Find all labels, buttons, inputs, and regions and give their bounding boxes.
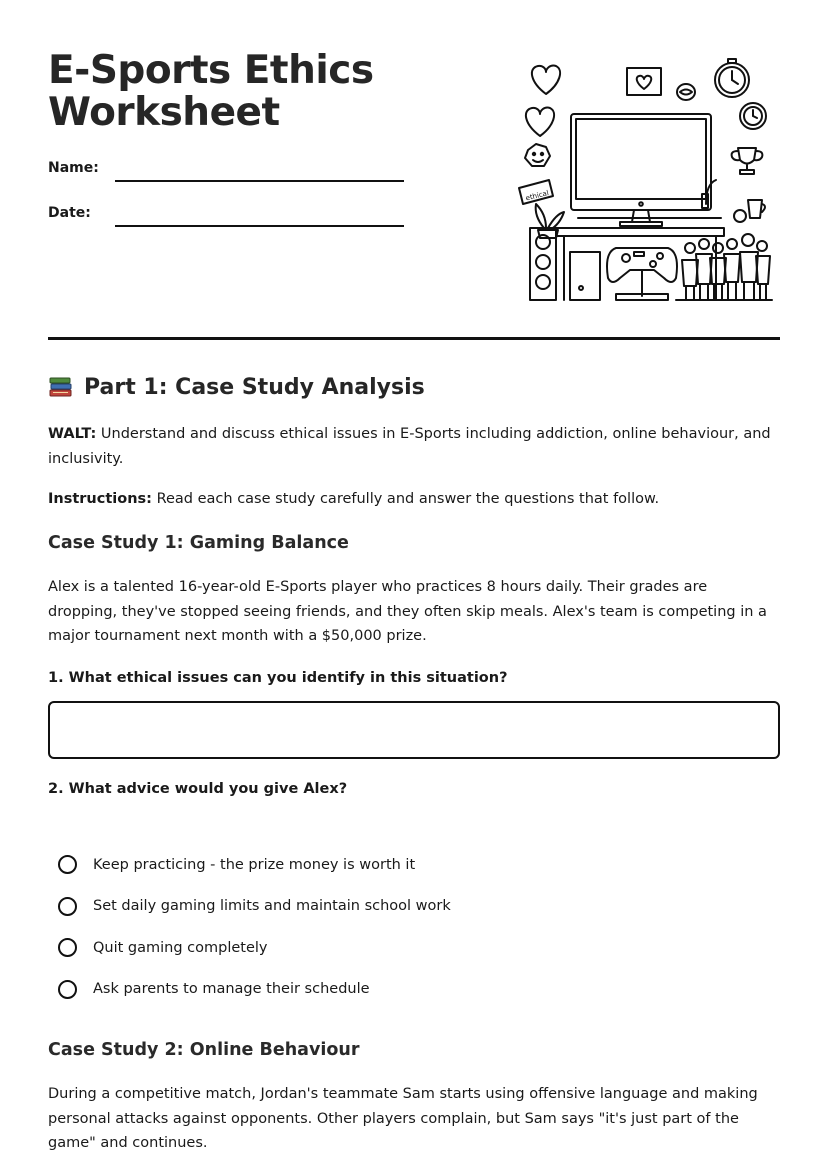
title-line-1: E-Sports Ethics [48, 48, 374, 93]
case-study-2-text: During a competitive match, Jordan's teammate Sam starts using offensive language and making personal attacks against opponents. Other players complain, but Sam says "it's just part of the game" and continues. [48, 1086, 758, 1151]
emoji-icon [677, 84, 695, 100]
instructions-label: Instructions: [48, 491, 152, 507]
date-label: Date: [48, 205, 91, 221]
option-ask-parents[interactable] [58, 969, 758, 1011]
question-1: 1. What ethical issues can you identify in this situation? [48, 670, 508, 686]
question-2: 2. What advice would you give Alex? [48, 781, 348, 797]
part1-heading-text: Part 1: Case Study Analysis [84, 374, 425, 400]
monitor-icon [571, 114, 711, 226]
option-label: Keep practicing - the prize money is worth it [93, 856, 416, 873]
crowd-icon [676, 234, 772, 300]
name-field[interactable] [115, 180, 404, 182]
title-line-2: Worksheet [48, 90, 280, 135]
sticker-text: ethical [524, 189, 550, 203]
heart-frame-icon [627, 68, 661, 95]
desk-icon [556, 218, 724, 300]
radio-button[interactable] [58, 938, 77, 957]
walt-paragraph [48, 422, 780, 471]
question-2-options [58, 844, 758, 1010]
mug-icon [734, 200, 765, 222]
heart-icon [526, 108, 554, 136]
option-keep-practicing[interactable] [58, 844, 758, 886]
part1-heading [48, 374, 425, 400]
option-label: Quit gaming completely [93, 939, 268, 956]
trophy-icon [732, 148, 763, 174]
plant-icon [536, 204, 564, 238]
instructions-paragraph [48, 487, 780, 512]
esports-illustration [516, 56, 774, 310]
name-label: Name: [48, 160, 99, 176]
question-1-answer-box[interactable] [48, 701, 780, 759]
option-quit-gaming[interactable] [58, 927, 758, 969]
stopwatch-icon [715, 59, 749, 97]
walt-label: WALT: [48, 426, 97, 442]
heart-icon [532, 66, 560, 94]
case-study-2-heading: Case Study 2: Online Behaviour [48, 1040, 360, 1060]
radio-button[interactable] [58, 980, 77, 999]
headphones-icon [702, 180, 716, 208]
radio-button[interactable] [58, 855, 77, 874]
radio-button[interactable] [58, 897, 77, 916]
clock-icon [740, 103, 766, 129]
date-field[interactable] [115, 225, 404, 227]
option-label: Ask parents to manage their schedule [93, 981, 370, 998]
walt-text: Understand and discuss ethical issues in E-Sports including addiction, online behaviour, and inclusivity. [48, 426, 771, 467]
books-icon [48, 374, 74, 400]
smiley-icon [525, 144, 550, 166]
worksheet-title [48, 50, 378, 134]
case-study-1-heading: Case Study 1: Gaming Balance [48, 533, 349, 553]
instructions-text: Read each case study carefully and answer the questions that follow. [156, 491, 660, 507]
case-study-1-text: Alex is a talented 16-year-old E-Sports player who practices 8 hours daily. Their grades are dropping, they've stopped seeing friends, and they often skip meals. Alex's team is competing in a major tournament next month with a $50,000 prize. [48, 579, 767, 644]
option-label: Set daily gaming limits and maintain school work [93, 898, 451, 915]
option-set-limits[interactable] [58, 886, 758, 928]
pc-tower-icon [570, 252, 600, 300]
ethical-sticker [519, 180, 553, 204]
header-divider [48, 337, 780, 340]
gamepad-icon [607, 248, 677, 300]
